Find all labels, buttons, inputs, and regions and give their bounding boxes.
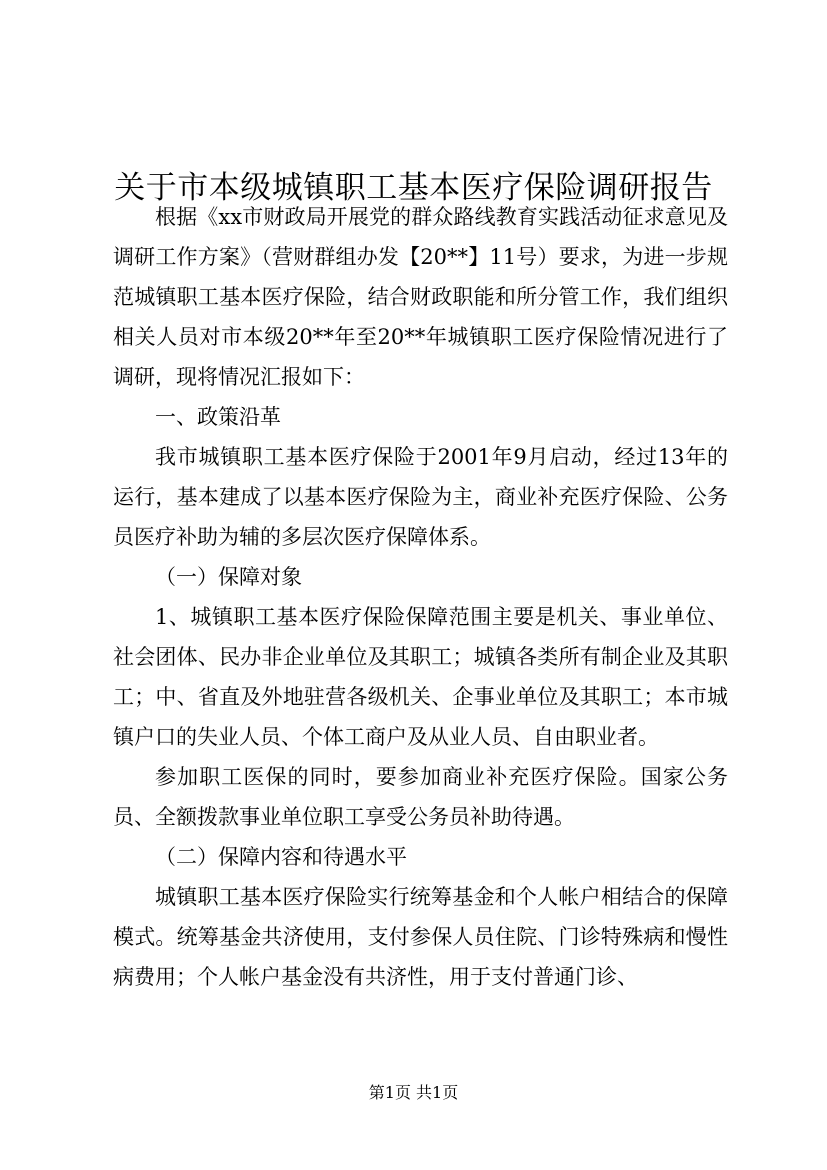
paragraph-policy-history: 我市城镇职工基本医疗保险于2001年9月启动，经过13年的运行，基本建成了以基本医疗保险为主，商业补充医疗保险、公务员医疗补助为辅的多层次医疗保障体系。 (113, 445, 728, 549)
paragraph-benefit-model: 城镇职工基本医疗保险实行统筹基金和个人帐户相结合的保障模式。统筹基金共济使用，支付参保人员住院、门诊特殊病和慢性病费用；个人帐户基金没有共济性，用于支付普通门诊、 (113, 885, 728, 989)
section-heading-policy-history: 一、政策沿革 (155, 405, 281, 429)
subsection-heading-coverage: （一）保障对象 (155, 565, 302, 589)
document-title: 关于市本级城镇职工基本医疗保险调研报告 (114, 169, 713, 206)
paragraph-coverage-scope: 1、城镇职工基本医疗保险保障范围主要是机关、事业单位、社会团体、民办非企业单位及其职工；城镇各类所有制企业及其职工；中、省直及外地驻营各级机关、企事业单位及其职工；本市城镇户口的失业人员、个体工商户及从业人员、自由职业者。 (113, 605, 728, 749)
paragraph-supplementary-insurance: 参加职工医保的同时，要参加商业补充医疗保险。国家公务员、全额拨款事业单位职工享受公务员补助待遇。 (113, 765, 728, 829)
subsection-heading-benefits: （二）保障内容和待遇水平 (155, 845, 407, 869)
paragraph-intro: 根据《xx市财政局开展党的群众路线教育实践活动征求意见及调研工作方案》（营财群组办发【20**】11号）要求，为进一步规范城镇职工基本医疗保险，结合财政职能和所分管工作，我们组织相关人员对市本级20**年至20**年城镇职工医疗保险情况进行了调研，现将情况汇报如下： (113, 205, 728, 389)
page-footer: 第1页 共1页 (368, 1083, 459, 1102)
document-body (113, 197, 728, 997)
